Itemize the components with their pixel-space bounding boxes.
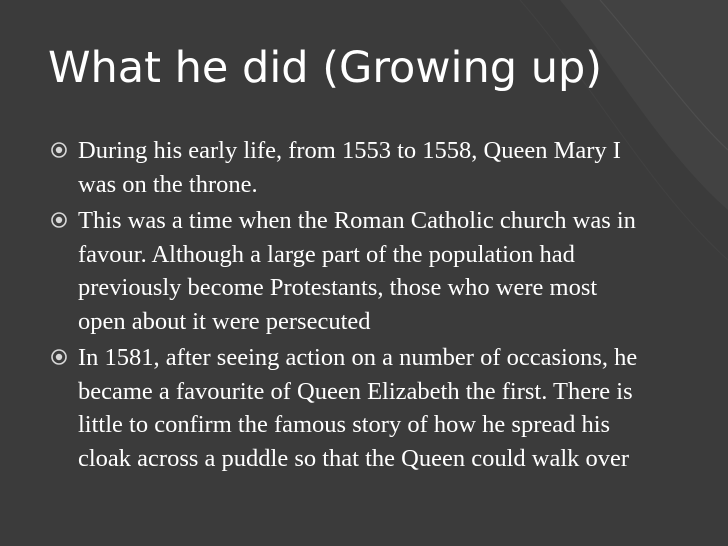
bullet-list	[48, 134, 648, 478]
bullet-text: This was a time when the Roman Catholic church was in favour. Although a large part of the population had previously become Protestants, those who were most open about it were persecuted	[78, 207, 636, 335]
slide-title: What he did (Growing up)	[48, 43, 603, 93]
circle-dot-icon	[50, 211, 68, 229]
bullet-item	[48, 204, 648, 338]
bullet-item	[48, 134, 648, 201]
bullet-item	[48, 341, 648, 475]
circle-dot-icon	[50, 348, 68, 366]
bullet-text: During his early life, from 1553 to 1558, Queen Mary I was on the throne.	[78, 137, 621, 198]
bullet-text: In 1581, after seeing action on a number of occasions, he became a favourite of Queen Elizabeth the first. There is little to confirm the famous story of how he spread his cloak across a puddle so that the Queen could walk over	[78, 344, 638, 472]
circle-dot-icon	[50, 141, 68, 159]
